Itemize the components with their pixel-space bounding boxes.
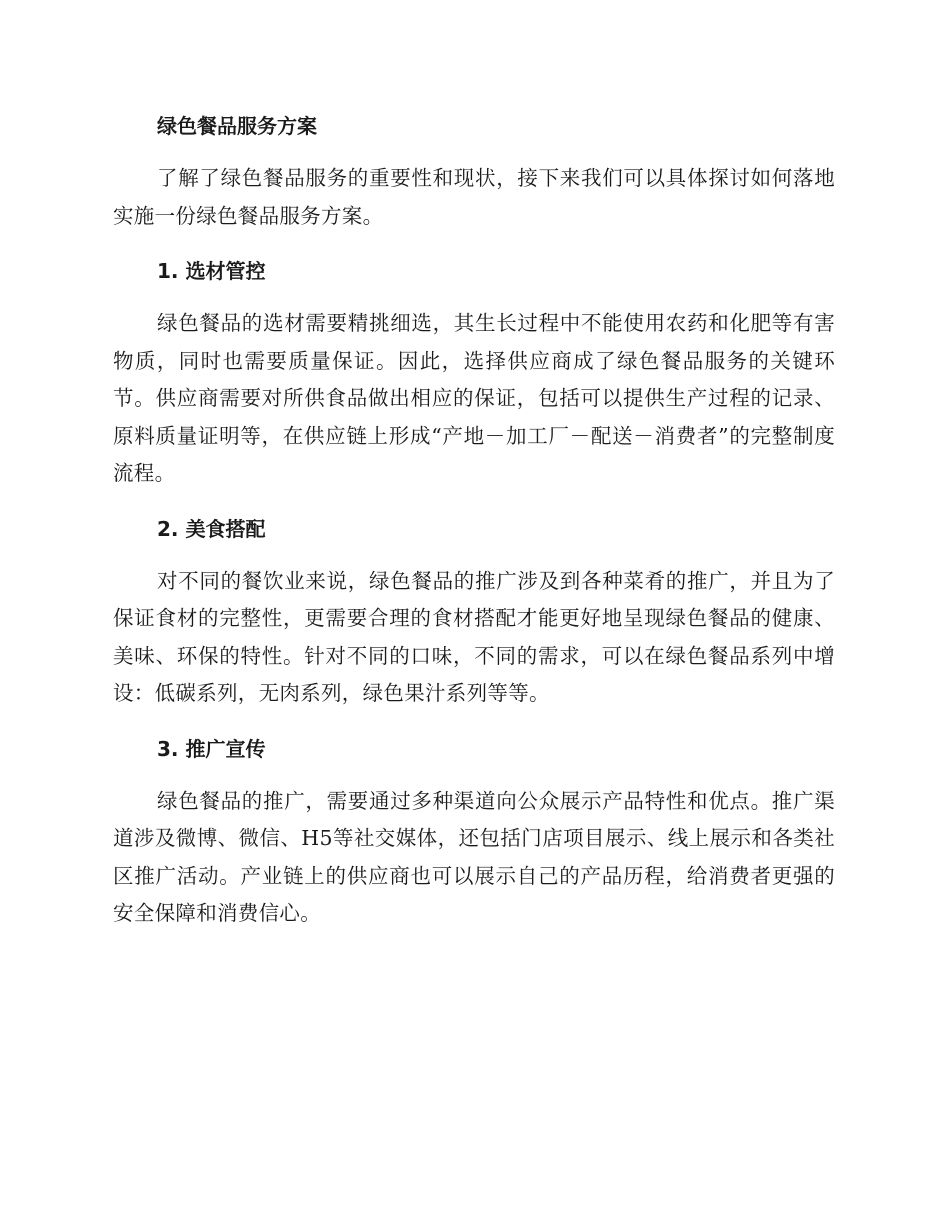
- section-heading-promotion: 3. 推广宣传: [157, 736, 266, 761]
- section-body-material-control: 绿色餐品的选材需要精挑细选，其生长过程中不能使用农药和化肥等有害物质，同时也需要质量保证。因此，选择供应商成了绿色餐品服务的关键环节。供应商需要对所供食品做出相应的保证，包括可以提供生产过程的记录、原料质量证明等，在供应链上形成“产地－加工厂－配送－消费者”的完整制度流程。: [113, 311, 835, 485]
- section-heading-food-pairing: 2. 美食搭配: [157, 516, 266, 541]
- intro-paragraph: 了解了绿色餐品服务的重要性和现状，接下来我们可以具体探讨如何落地实施一份绿色餐品服务方案。: [113, 166, 835, 228]
- section-heading-material-control: 1. 选材管控: [157, 259, 266, 283]
- section-body-promotion: 绿色餐品的推广，需要通过多种渠道向公众展示产品特性和优点。推广渠道涉及微博、微信、H5等社交媒体，还包括门店项目展示、线上展示和各类社区推广活动。产业链上的供应商也可以展示自己的产品历程，给消费者更强的安全保障和消费信心。: [113, 788, 835, 925]
- document-title: 绿色餐品服务方案: [157, 114, 317, 138]
- section-body-food-pairing: 对不同的餐饮业来说，绿色餐品的推广涉及到各种菜肴的推广，并且为了保证食材的完整性，更需要合理的食材搭配才能更好地呈现绿色餐品的健康、美味、环保的特性。针对不同的口味，不同的需求，可以在绿色餐品系列中增设：低碳系列，无肉系列，绿色果汁系列等等。: [113, 568, 835, 705]
- document-body: [113, 108, 835, 951]
